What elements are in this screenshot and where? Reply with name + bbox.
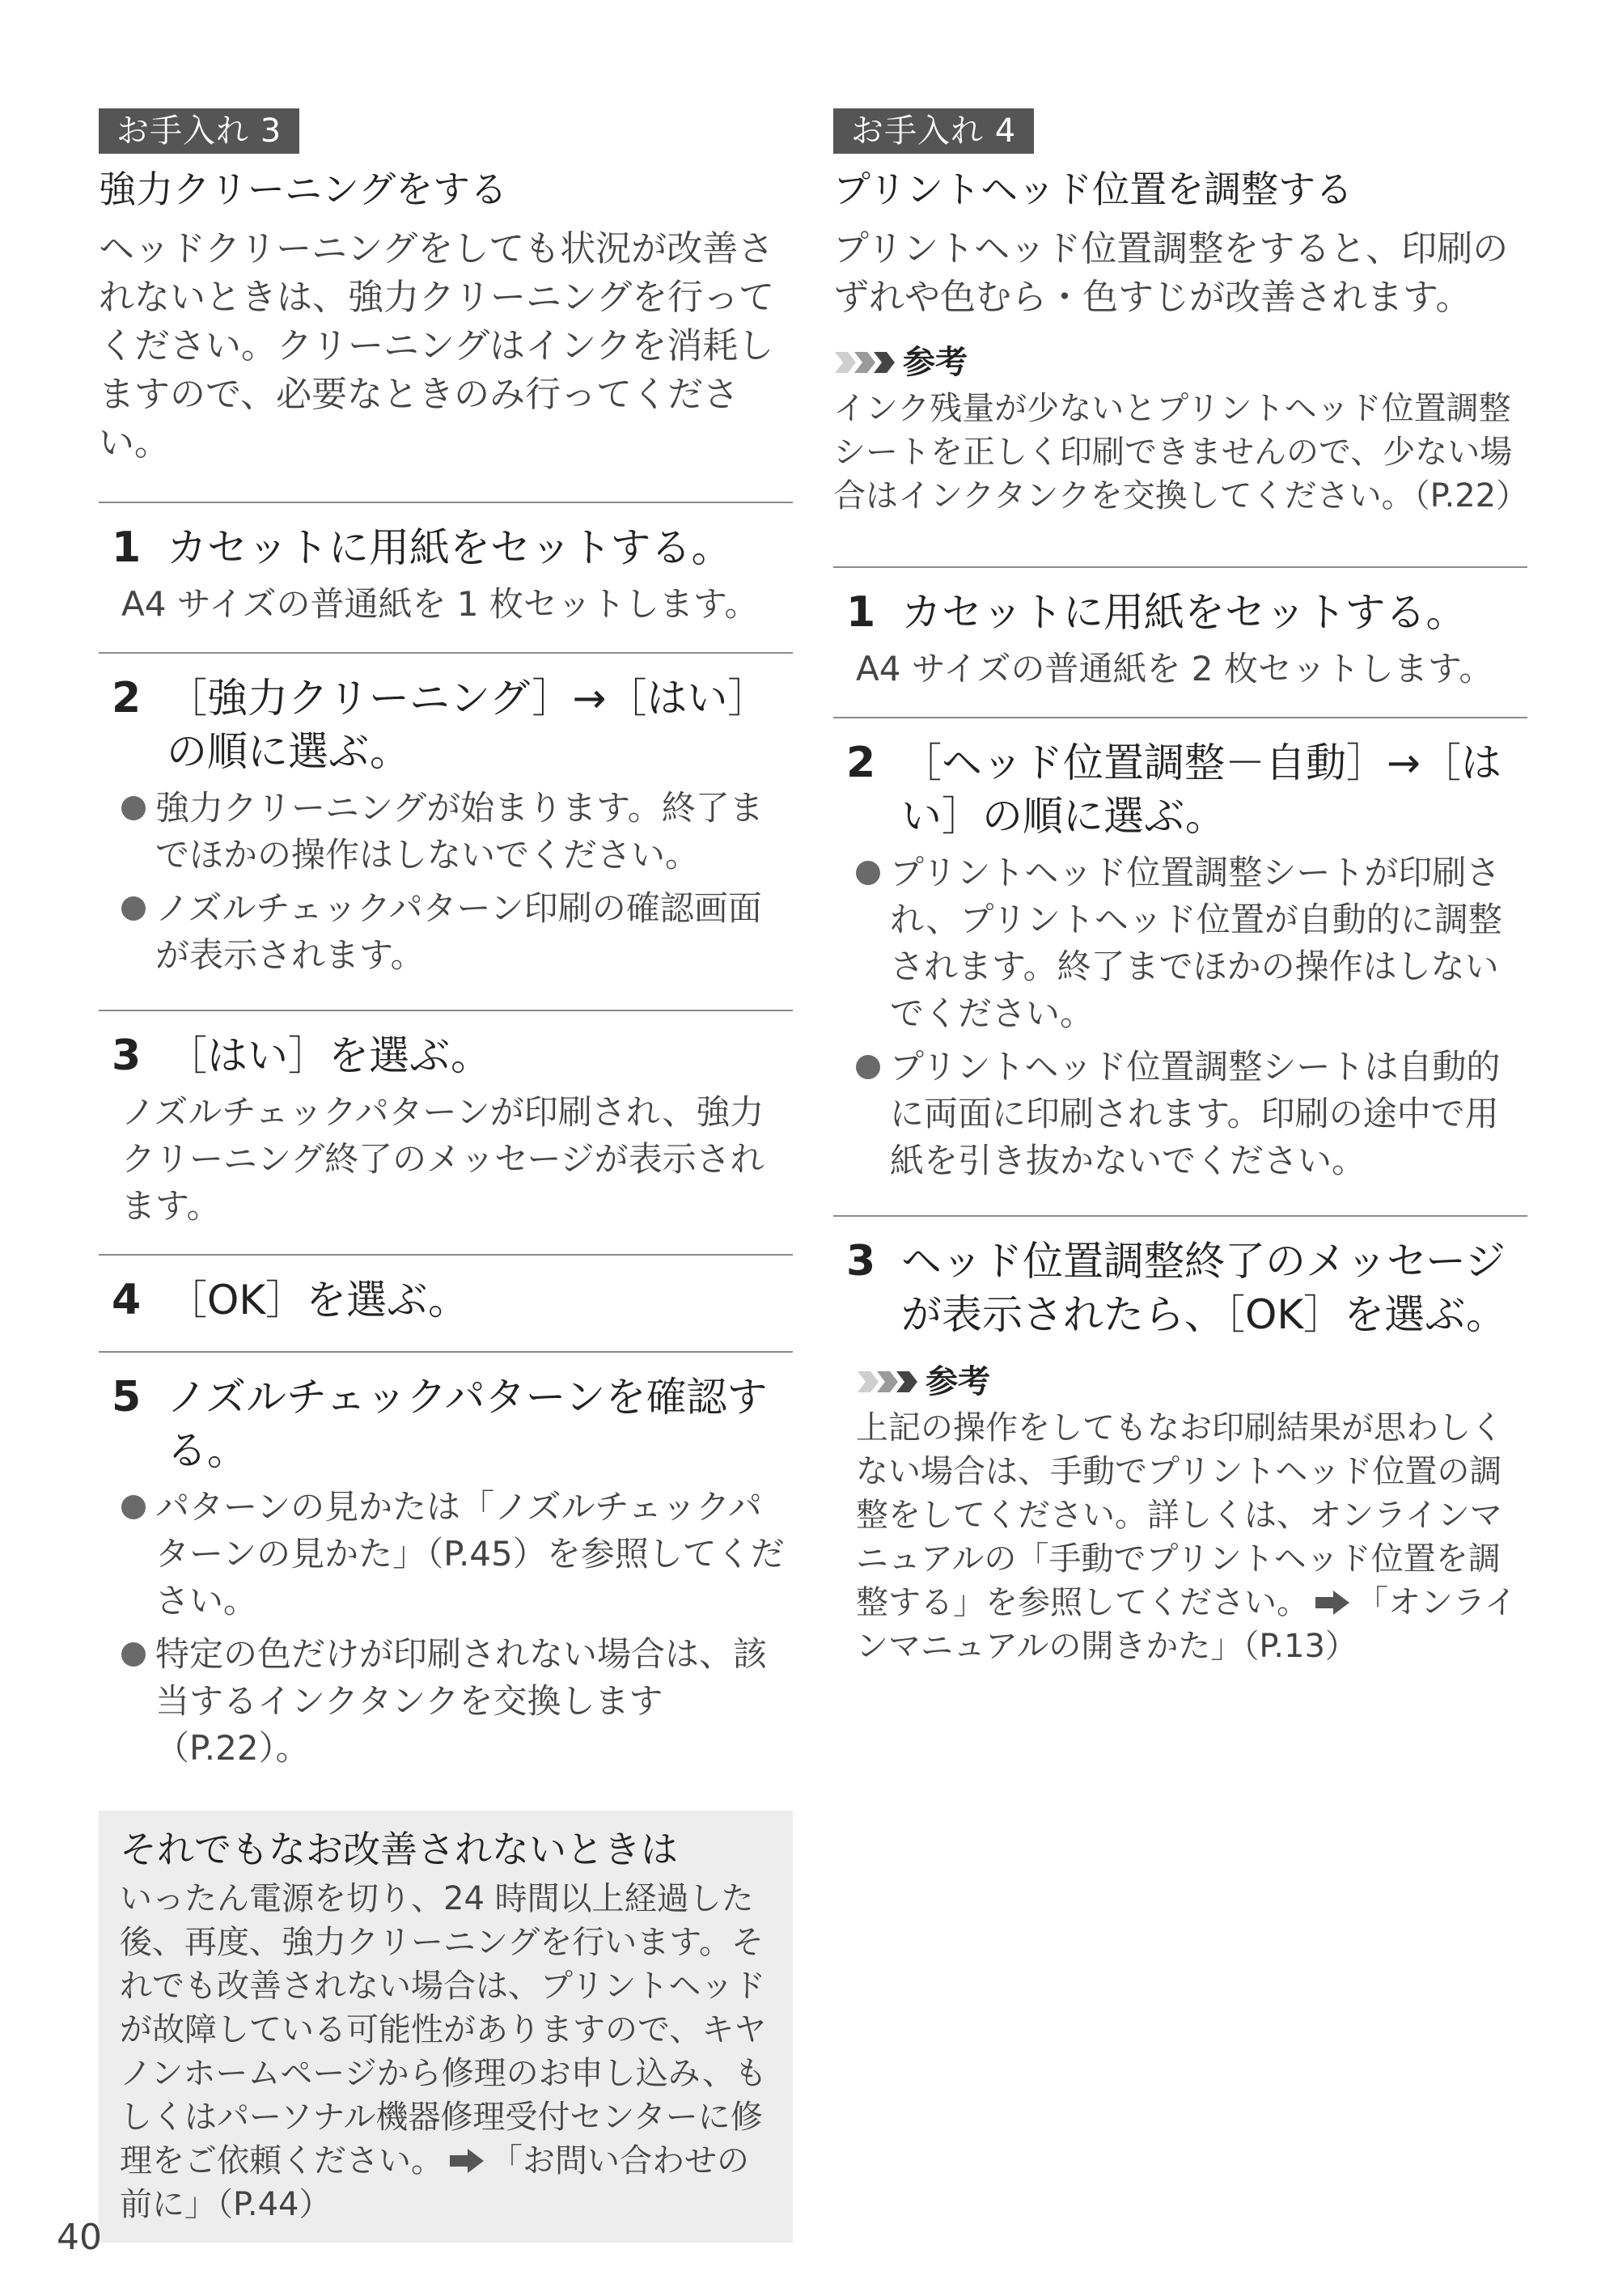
bullet-icon: [121, 796, 146, 820]
page-number: 40: [57, 2217, 102, 2258]
bullet-item: [121, 1484, 793, 1625]
note-text: 上記の操作をしてもなお印刷結果が思わしくない場合は、手動でプリントヘッド位置の調整をしてください。詳しくは、オンラインマニュアルの「手動でプリントヘッド位置を調整する」を参照してください。: [856, 1409, 1503, 1621]
step-heading: [99, 521, 793, 574]
note-label: 参考: [925, 1363, 990, 1400]
right-column: [833, 108, 1527, 1692]
left-column: [99, 108, 793, 2243]
reference-link[interactable]: 「オンラインマニュアルの開きかた」（P.13）: [856, 1584, 1517, 1665]
arrow-right-icon: [448, 2147, 485, 2175]
step-heading: [99, 671, 793, 778]
step-number: 3: [846, 1237, 876, 1286]
bullet-icon: [121, 896, 146, 921]
step-body: A4 サイズの普通紙を 2 枚セットします。: [856, 649, 1493, 688]
step-title: カセットに用紙をセットする。: [167, 524, 732, 571]
bullet-icon: [121, 1495, 146, 1519]
box-text: いったん電源を切り、24 時間以上経過した後、再度、強力クリーニングを行います。それでも改善されない場合は、プリントヘッドが故障している可能性がありますので、キヤノンホームページから修理のお申し込み、もしくはパーソナル機器修理受付センターに修理をご依頼ください。: [120, 1880, 767, 2180]
step-title: ノズルチェックパターンを確認する。: [167, 1374, 768, 1474]
section-tag: お手入れ 3: [99, 108, 299, 154]
bullet-item: [121, 885, 793, 979]
step-3: [833, 1217, 1527, 1692]
note-heading: [833, 341, 1527, 383]
box-body: [120, 1877, 772, 2226]
bullet-item: [856, 849, 1527, 1037]
step-heading: [833, 736, 1527, 843]
step-heading: [99, 1370, 793, 1477]
step-number: 5: [112, 1373, 142, 1421]
step-body: ノズルチェックパターンが印刷され、強力クリーニング終了のメッセージが表示されます。: [121, 1092, 765, 1226]
box-title: それでもなお改善されないときは: [120, 1828, 678, 1871]
bullet-item: [856, 1044, 1527, 1184]
note-body: インク残量が少ないとプリントヘッド位置調整シートを正しく印刷できませんので、少ない場合はインクタンクを交換してください。（P.22）: [833, 390, 1529, 515]
step-body: A4 サイズの普通紙を 1 枚セットします。: [121, 584, 759, 624]
step-number: 4: [112, 1276, 142, 1324]
step-bullets: [99, 785, 793, 979]
note-heading: [856, 1361, 1527, 1403]
step-title: ［OK］を選ぶ。: [167, 1277, 469, 1324]
note-block: [833, 341, 1527, 518]
step-heading: [99, 1273, 793, 1327]
chevrons-icon: [833, 350, 892, 375]
bullet-text: プリントヘッド位置調整シートは自動的に両面に印刷されます。印刷の途中で用紙を引き抜かないでください。: [890, 1047, 1501, 1180]
step-title: ヘッド位置調整終了のメッセージが表示されたら、［OK］を選ぶ。: [901, 1238, 1507, 1338]
step-heading: [833, 586, 1527, 639]
step-title: ［強力クリーニング］→［はい］の順に選ぶ。: [167, 675, 769, 775]
step-3: [99, 1011, 793, 1254]
step-5: [99, 1353, 793, 1802]
step-1: [99, 503, 793, 652]
step-number: 1: [112, 523, 142, 572]
step-number: 2: [112, 674, 142, 722]
bullet-icon: [856, 861, 880, 885]
chevrons-icon: [856, 1370, 914, 1394]
bullet-icon: [856, 1055, 880, 1079]
step-number: 1: [846, 588, 876, 637]
reference-link[interactable]: 「お問い合わせの前に」（P.44）: [120, 2142, 749, 2223]
bullet-item: [121, 785, 793, 879]
section-title: プリントヘッド位置を調整する: [833, 167, 1353, 211]
step-1: [833, 568, 1527, 717]
section-tag: お手入れ 4: [833, 108, 1034, 154]
bullet-icon: [121, 1642, 146, 1667]
bullet-text: ノズルチェックパターン印刷の確認画面が表示されます。: [155, 888, 762, 975]
step-bullets: [833, 849, 1527, 1184]
step-bullets: [99, 1484, 793, 1772]
bullet-text: 特定の色だけが印刷されない場合は、該当するインクタンクを交換します（P.22）。: [155, 1634, 768, 1768]
note-block: [833, 1361, 1527, 1668]
bullet-text: 強力クリーニングが始まります。終了までほかの操作はしないでください。: [155, 788, 764, 875]
section-intro: ヘッドクリーニングをしても状況が改善されないときは、強力クリーニングを行ってください。クリーニングはインクを消耗しますので、必要なときのみ行ってください。: [99, 228, 775, 464]
step-title: カセットに用紙をセットする。: [901, 589, 1467, 636]
bullet-item: [121, 1631, 793, 1772]
section-title: 強力クリーニングをする: [99, 167, 508, 211]
step-2: [833, 718, 1527, 1215]
bullet-text: パターンの見かたは「ノズルチェックパターンの見かた」（P.45）を参照してください。: [155, 1487, 785, 1620]
arrow-right-icon: [1314, 1589, 1351, 1616]
step-4: [99, 1256, 793, 1351]
step-heading: [833, 1235, 1527, 1341]
step-number: 3: [112, 1032, 142, 1080]
troubleshoot-box: [99, 1811, 793, 2243]
bullet-text: プリントヘッド位置調整シートが印刷され、プリントヘッド位置が自動的に調整されます。終了までほかの操作はしないでください。: [890, 853, 1502, 1033]
section-intro: プリントヘッド位置調整をすると、印刷のずれや色むら・色すじが改善されます。: [833, 228, 1509, 318]
note-body: [856, 1406, 1527, 1668]
step-title: ［はい］を選ぶ。: [167, 1032, 491, 1079]
step-title: ［ヘッド位置調整－自動］→［はい］の順に選ぶ。: [901, 739, 1502, 840]
note-label: 参考: [903, 344, 968, 381]
step-number: 2: [846, 739, 876, 787]
step-2: [99, 654, 793, 1010]
step-heading: [99, 1029, 793, 1082]
